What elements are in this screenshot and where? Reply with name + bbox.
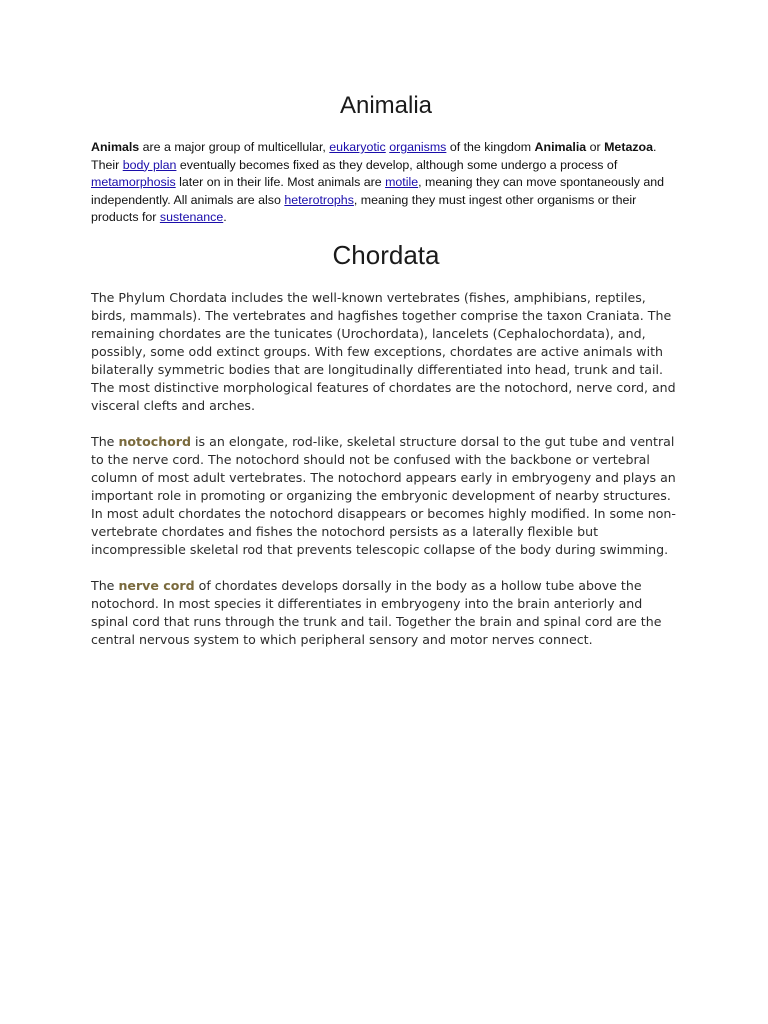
- text-span: or: [586, 140, 605, 154]
- paragraph-chordata-intro: The Phylum Chordata includes the well-known vertebrates (fishes, amphibians, reptiles, birds, mammals). The vertebrates and hagfishes together comprise the taxon Craniata. The remaining chordates are the tunicates (Urochordata), lancelets (Cephalochordata), and, possibly, some odd extinct groups. With few exceptions, chordates are active animals with bilaterally symmetric bodies that are longitudinally differentiated into head, trunk and tail. The most distinctive morphological features of chordates are the notochord, nerve cord, and visceral clefts and arches.: [91, 290, 676, 413]
- text-span: The: [91, 578, 119, 593]
- link-heterotrophs[interactable]: heterotrophs: [284, 192, 354, 207]
- text-span: later on in their life. Most animals are: [175, 175, 386, 189]
- text-span: eventually becomes fixed as they develop, although some undergo a process of: [176, 157, 618, 172]
- link-metamorphosis[interactable]: metamorphosis: [91, 175, 176, 189]
- text-span: , meaning they can move spontaneously and independently. All animals are also: [91, 175, 665, 207]
- link-organisms[interactable]: organisms: [389, 140, 447, 154]
- link-body-plan[interactable]: body plan: [122, 157, 177, 172]
- text-span: are a major group of multicellular,: [139, 140, 330, 154]
- text-span: The: [91, 434, 119, 449]
- text-span: is an elongate, rod-like, skeletal structure dorsal to the gut tube and ventral to the nerve cord. The notochord should not be confused with the backbone or vertebral column of most adult vertebrates. The notochord appears early in embryogeny and plays an important role in promoting or organizing the embryonic development of nearby structures. In most adult chordates the notochord disappears or becomes highly modified. In some non-vertebrate chordates and fishes the notochord persists as a laterally flexible but incompressible skeletal rod that prevents telescopic collapse of the body during swimming.: [91, 434, 676, 557]
- page-title-animalia: Animalia: [339, 92, 433, 119]
- bold-animals: Animals: [91, 140, 140, 154]
- link-sustenance[interactable]: sustenance: [159, 210, 224, 224]
- paragraph-nerve-cord: [91, 577, 681, 649]
- paragraph-animalia: [91, 139, 681, 227]
- link-eukaryotic[interactable]: eukaryotic: [329, 140, 386, 154]
- bold-metazoa: Metazoa: [604, 140, 653, 154]
- text-span: of chordates develops dorsally in the body as a hollow tube above the notochord. In most species it differentiates in embryogeny into the brain anteriorly and spinal cord that runs through the trunk and tail. Together the brain and spinal cord are the central nervous system to which peripheral sensory and motor nerves connect.: [91, 578, 662, 647]
- paragraph-notochord: [91, 433, 681, 559]
- text-span: of the kingdom: [446, 140, 535, 154]
- text-span: .: [223, 210, 227, 224]
- term-nerve-cord: nerve cord: [118, 578, 195, 593]
- bold-animalia: Animalia: [534, 140, 587, 154]
- link-motile[interactable]: motile: [385, 175, 419, 189]
- term-notochord: notochord: [118, 434, 192, 449]
- text-span: , meaning they must ingest other organisms or their products for: [91, 192, 637, 224]
- text-span: . Their: [91, 140, 657, 172]
- page-title-chordata: Chordata: [332, 240, 440, 270]
